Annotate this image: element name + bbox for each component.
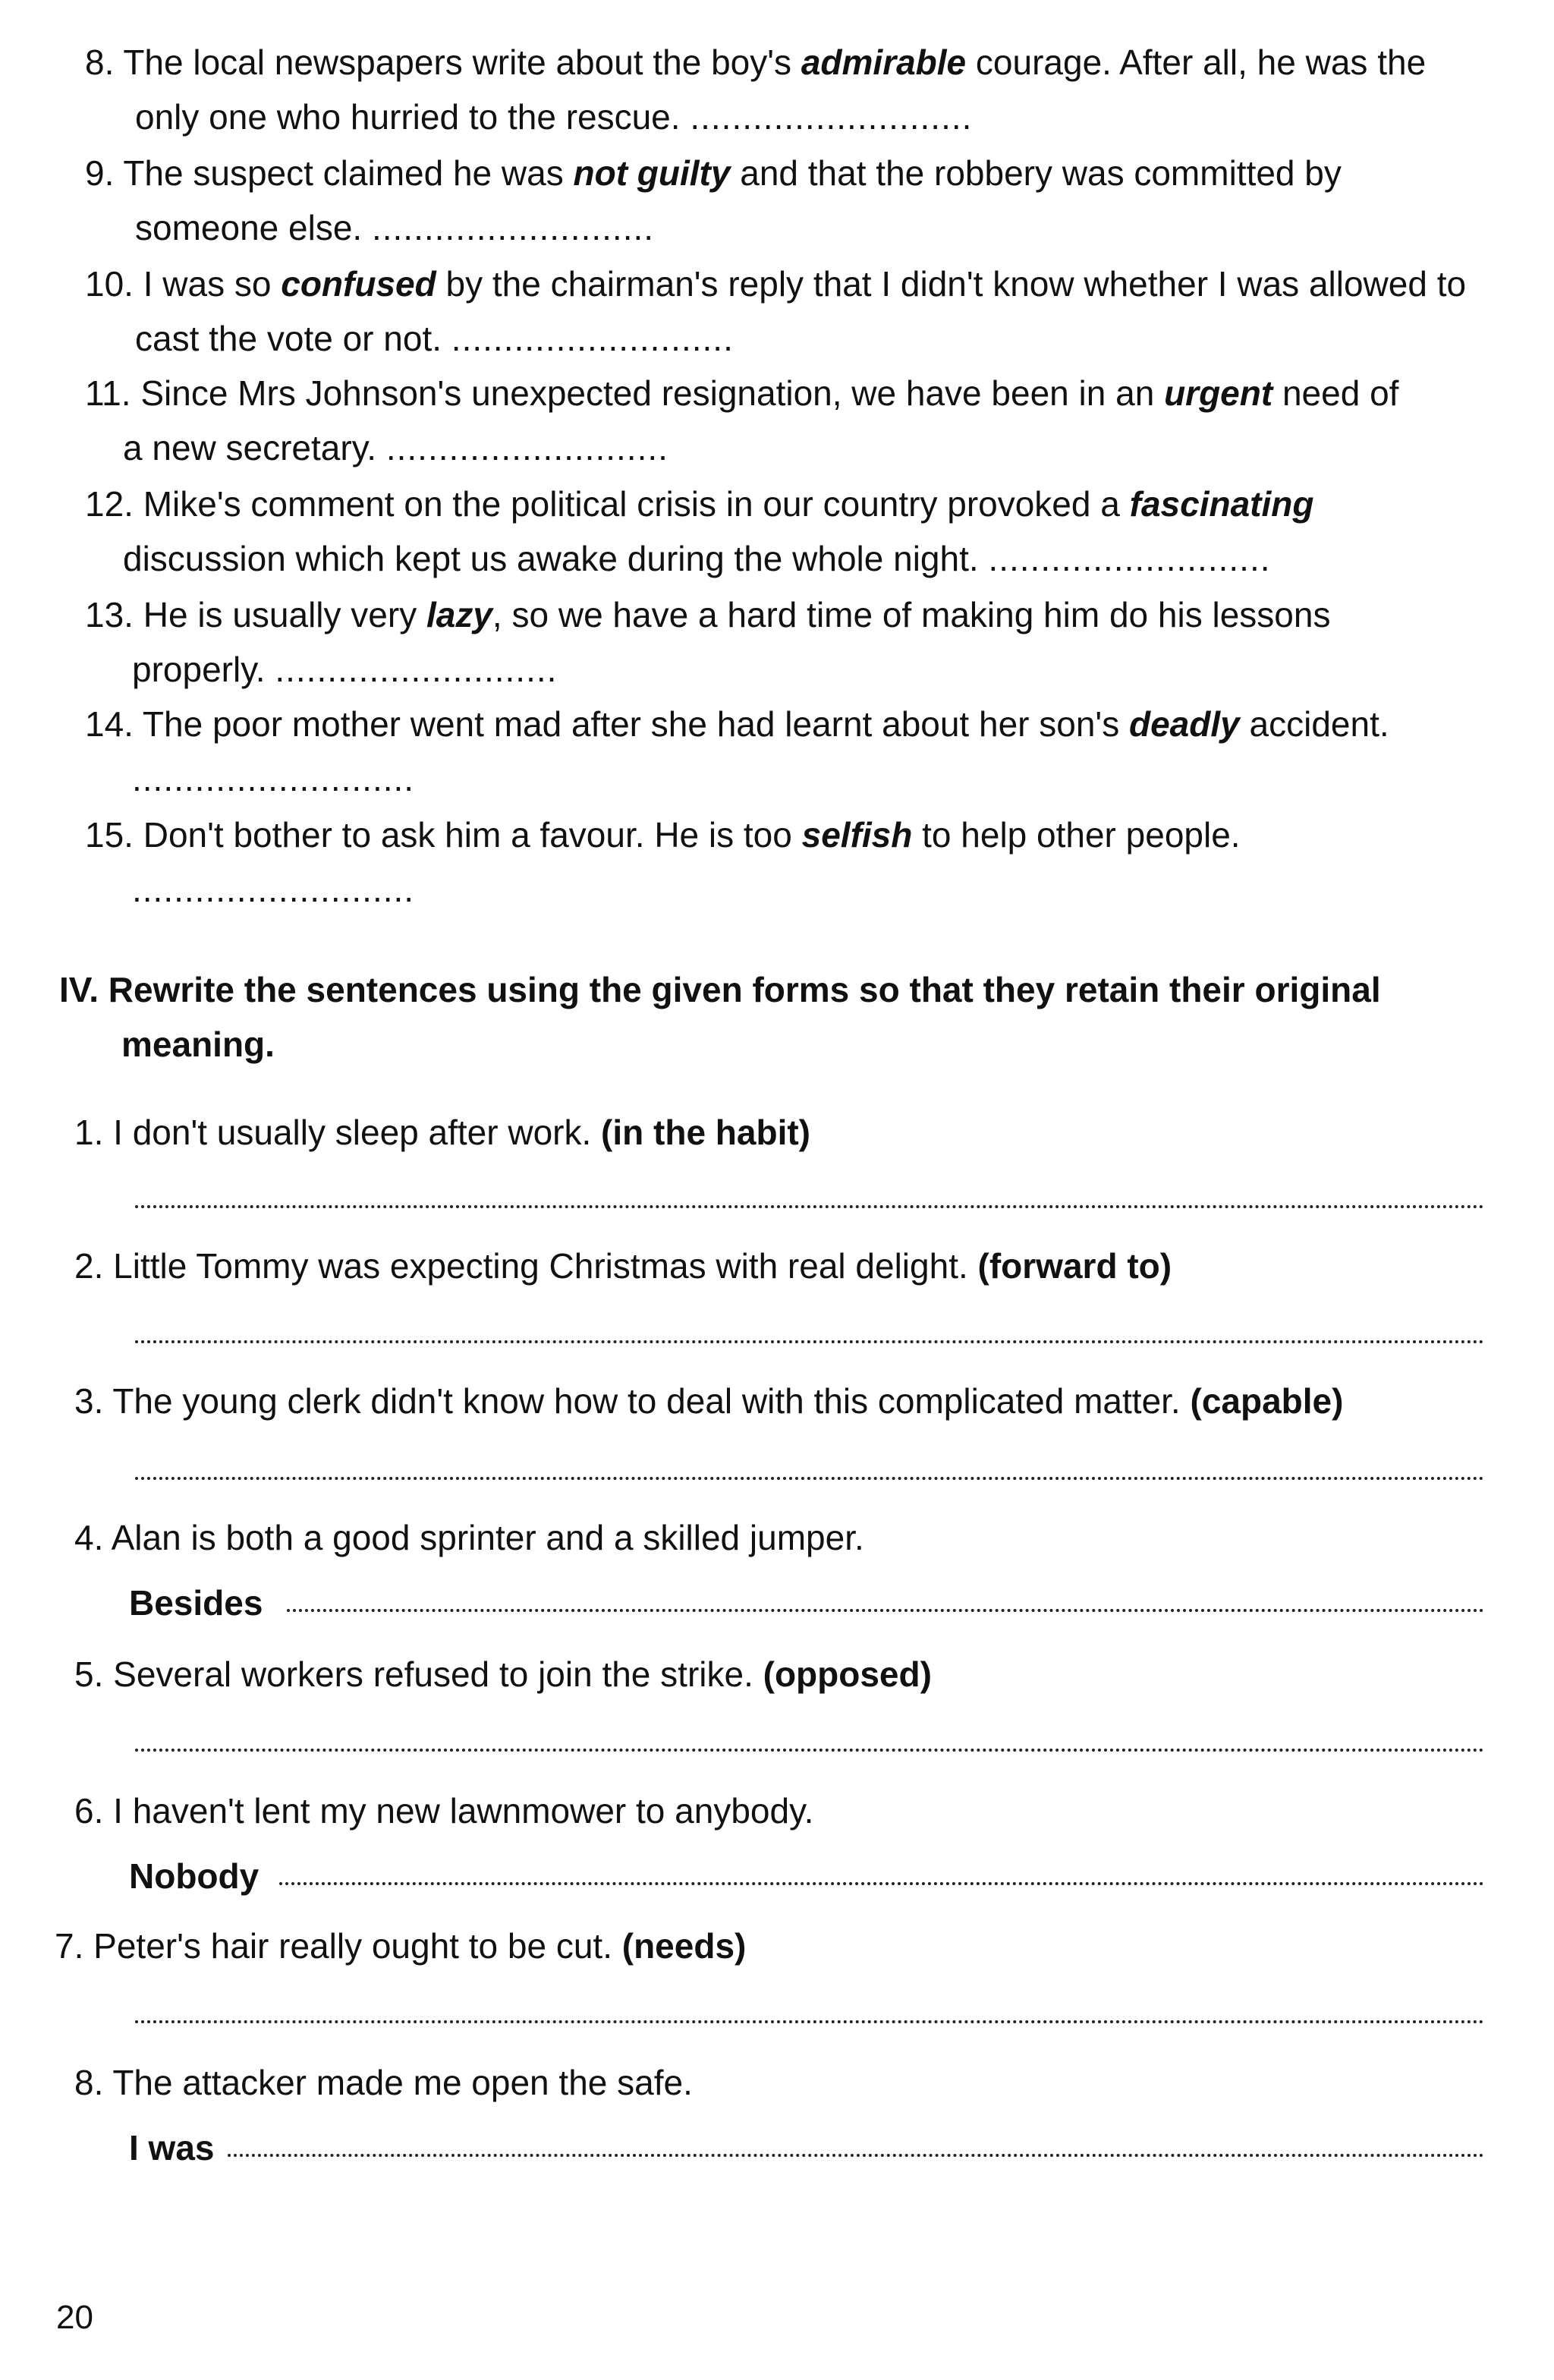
item-number: 1.	[74, 1113, 104, 1152]
highlighted-word: admirable	[801, 42, 967, 82]
item-text-continued: properly.	[132, 650, 266, 689]
exercise-item-12	[85, 477, 1313, 531]
item-sentence: Peter's hair really ought to be cut.	[93, 1926, 612, 1966]
item-number: 7.	[55, 1926, 84, 1966]
answer-blank[interactable]: ...........................	[132, 870, 415, 909]
item-text-continued: someone else.	[135, 208, 363, 247]
item-text-after: need of	[1272, 373, 1399, 413]
item-sentence: Little Tommy was expecting Christmas with real delight.	[113, 1246, 968, 1286]
section-heading: IV. Rewrite the sentences using the given forms so that they retain their original	[59, 970, 1381, 1009]
item-number: 9.	[85, 153, 115, 193]
answer-blank[interactable]: ...........................	[371, 208, 655, 247]
item-text-continued: cast the vote or not.	[135, 319, 442, 358]
item-text-continued: discussion which kept us awake during the whole night.	[123, 539, 979, 578]
answer-line[interactable]	[279, 1882, 1484, 1885]
rewrite-item-5	[74, 1647, 932, 1702]
highlighted-word: selfish	[801, 815, 913, 855]
item-text-after: , so we have a hard time of making him do his lessons	[492, 595, 1331, 634]
exercise-item-15-line2	[132, 862, 414, 917]
rewrite-item-8	[74, 2055, 693, 2110]
highlighted-word: fascinating	[1129, 484, 1314, 524]
answer-blank[interactable]: ...........................	[385, 428, 668, 468]
item-text-before: The poor mother went mad after she had learnt about her son's	[142, 704, 1129, 744]
item-cue: (opposed)	[763, 1654, 932, 1694]
item-text-before: The suspect claimed he was	[123, 153, 574, 193]
rewrite-item-8-starter	[129, 2120, 215, 2175]
rewrite-item-6-starter	[129, 1849, 259, 1903]
item-number: 10.	[85, 264, 134, 304]
exercise-item-9	[85, 146, 1342, 200]
item-number: 11.	[85, 373, 131, 413]
item-text-before: Mike's comment on the political crisis in our country provoked a	[143, 484, 1130, 524]
rewrite-item-4-starter	[129, 1576, 263, 1630]
rewrite-item-1	[74, 1105, 810, 1160]
exercise-item-9-line2	[135, 200, 654, 255]
exercise-item-13	[85, 587, 1330, 642]
item-number: 8.	[74, 2063, 104, 2102]
item-text-after: courage. After all, he was the	[966, 42, 1427, 82]
item-number: 3.	[74, 1381, 104, 1421]
sentence-starter: Besides	[129, 1583, 263, 1623]
rewrite-item-3	[74, 1374, 1343, 1428]
item-cue: (capable)	[1190, 1381, 1344, 1421]
item-sentence: I don't usually sleep after work.	[113, 1113, 592, 1152]
item-text-continued: only one who hurried to the rescue.	[135, 97, 681, 137]
item-text-before: He is usually very	[143, 595, 426, 634]
item-number: 2.	[74, 1246, 104, 1286]
highlighted-word: deadly	[1129, 704, 1240, 744]
item-text-before: Don't bother to ask him a favour. He is too	[143, 815, 802, 855]
answer-line[interactable]	[135, 1340, 1484, 1343]
section-heading-continued: meaning.	[121, 1025, 275, 1064]
highlighted-word: confused	[281, 264, 436, 304]
item-text-before: I was so	[143, 264, 282, 304]
sentence-starter: Nobody	[129, 1856, 260, 1896]
exercise-item-10-line2	[135, 311, 734, 366]
item-cue: (in the habit)	[601, 1113, 811, 1152]
exercise-item-8-line2	[135, 90, 972, 144]
item-cue: (needs)	[621, 1926, 747, 1966]
answer-blank[interactable]: ...........................	[132, 759, 415, 798]
answer-line[interactable]	[135, 1205, 1484, 1208]
item-sentence: The attacker made me open the safe.	[112, 2063, 693, 2102]
rewrite-item-4	[74, 1510, 864, 1565]
exercise-item-14-line2	[132, 751, 414, 806]
item-number: 4.	[74, 1518, 104, 1557]
answer-blank[interactable]: ...........................	[275, 650, 558, 689]
item-number: 6.	[74, 1791, 104, 1831]
answer-blank[interactable]: ...........................	[451, 319, 734, 358]
exercise-item-13-line2	[132, 642, 557, 697]
answer-line[interactable]	[135, 1749, 1484, 1752]
highlighted-word: urgent	[1164, 373, 1273, 413]
exercise-item-8	[85, 35, 1426, 90]
answer-blank[interactable]: ...........................	[988, 539, 1271, 578]
answer-blank[interactable]: ...........................	[690, 97, 973, 137]
item-sentence: The young clerk didn't know how to deal with this complicated matter.	[112, 1381, 1181, 1421]
exercise-item-11-line2	[123, 420, 668, 475]
item-text-before: Since Mrs Johnson's unexpected resignation, we have been in an	[140, 373, 1165, 413]
item-sentence: Several workers refused to join the strike.	[113, 1654, 753, 1694]
exercise-item-15	[85, 808, 1241, 862]
answer-line[interactable]	[228, 2154, 1484, 2157]
answer-line[interactable]	[135, 1477, 1484, 1480]
page-number: 20	[56, 2299, 93, 2336]
highlighted-word: not guilty	[573, 153, 731, 193]
item-sentence: I haven't lent my new lawnmower to anybody.	[113, 1791, 814, 1831]
item-text-after: by the chairman's reply that I didn't know whether I was allowed to	[436, 264, 1467, 304]
item-text-after: accident.	[1239, 704, 1389, 744]
item-number: 13.	[85, 595, 134, 634]
rewrite-item-7	[55, 1919, 746, 1973]
item-text-after: and that the robbery was committed by	[730, 153, 1342, 193]
item-cue: (forward to)	[977, 1246, 1172, 1286]
item-text-continued: a new secretary.	[123, 428, 377, 468]
highlighted-word: lazy	[426, 595, 492, 634]
sentence-starter: I was	[129, 2128, 215, 2168]
rewrite-item-2	[74, 1239, 1172, 1293]
item-number: 14.	[85, 704, 134, 744]
item-text-before: The local newspapers write about the boy's	[123, 42, 801, 82]
answer-line[interactable]	[135, 2020, 1484, 2023]
answer-line[interactable]	[287, 1609, 1484, 1612]
item-number: 12.	[85, 484, 134, 524]
exercise-item-10	[85, 257, 1466, 311]
item-number: 5.	[74, 1654, 104, 1694]
exercise-item-12-line2	[123, 531, 1271, 586]
item-number: 8.	[85, 42, 115, 82]
exercise-item-14	[85, 697, 1389, 751]
rewrite-item-6	[74, 1783, 813, 1838]
item-text-after: to help other people.	[912, 815, 1241, 855]
exercise-item-11	[85, 366, 1398, 420]
item-number: 15.	[85, 815, 134, 855]
item-sentence: Alan is both a good sprinter and a skilled jumper.	[111, 1518, 864, 1557]
